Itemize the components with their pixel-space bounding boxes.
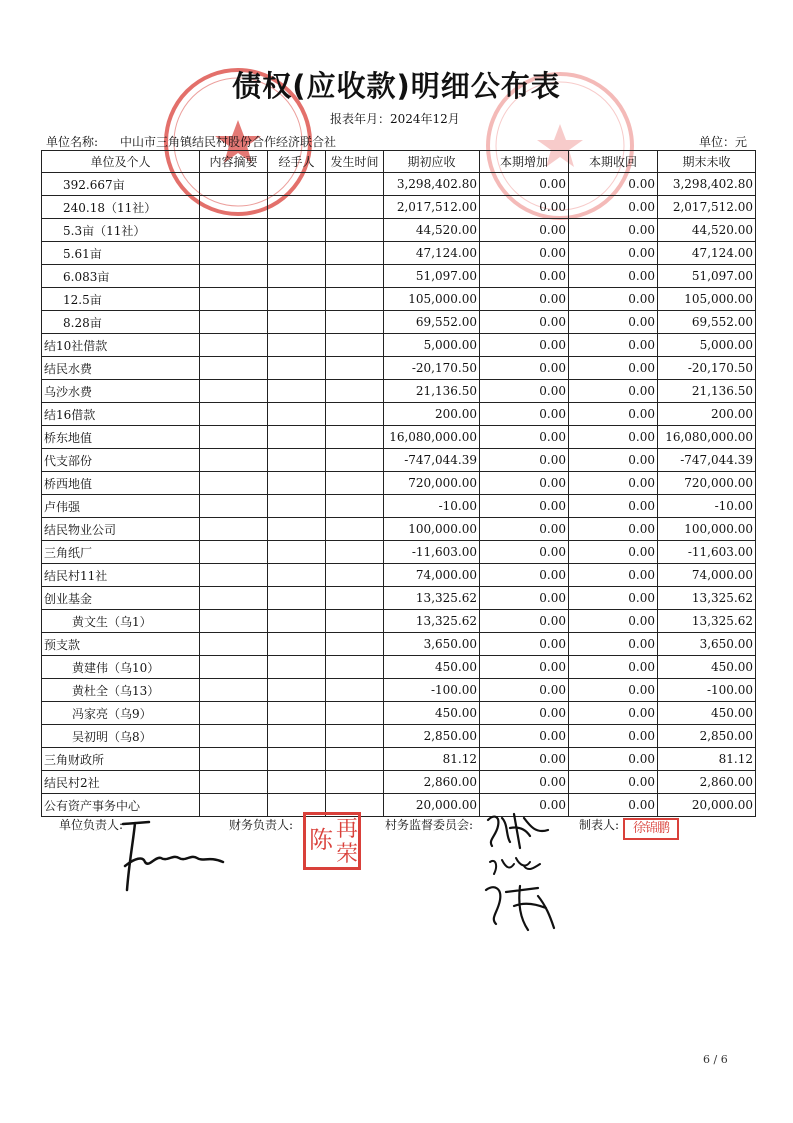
row-name: 结民村2社 xyxy=(42,771,200,794)
row-opening: 74,000.00 xyxy=(384,564,480,587)
row-handler xyxy=(268,610,326,633)
row-opening: 3,650.00 xyxy=(384,633,480,656)
table-row xyxy=(42,380,756,403)
row-opening: 450.00 xyxy=(384,656,480,679)
row-recovered: 0.00 xyxy=(569,242,658,265)
row-recovered: 0.00 xyxy=(569,380,658,403)
row-closing: -100.00 xyxy=(658,679,756,702)
row-date xyxy=(326,587,384,610)
header-summary: 内容摘要 xyxy=(200,151,268,173)
row-increase: 0.00 xyxy=(480,587,569,610)
row-name: 代支部份 xyxy=(42,449,200,472)
unit-head-signature xyxy=(105,818,235,898)
row-handler xyxy=(268,656,326,679)
table-row xyxy=(42,541,756,564)
row-recovered: 0.00 xyxy=(569,495,658,518)
row-name: 卢伟强 xyxy=(42,495,200,518)
row-handler xyxy=(268,265,326,288)
row-increase: 0.00 xyxy=(480,771,569,794)
table-header-row xyxy=(42,151,756,173)
row-recovered: 0.00 xyxy=(569,702,658,725)
row-summary xyxy=(200,403,268,426)
row-opening: -747,044.39 xyxy=(384,449,480,472)
row-opening: -11,603.00 xyxy=(384,541,480,564)
row-recovered: 0.00 xyxy=(569,587,658,610)
row-summary xyxy=(200,679,268,702)
row-closing: 3,298,402.80 xyxy=(658,173,756,196)
row-increase: 0.00 xyxy=(480,219,569,242)
row-name: 三角财政所 xyxy=(42,748,200,771)
row-recovered: 0.00 xyxy=(569,196,658,219)
row-handler xyxy=(268,518,326,541)
row-increase: 0.00 xyxy=(480,610,569,633)
table-row xyxy=(42,357,756,380)
table-row xyxy=(42,472,756,495)
table-row xyxy=(42,702,756,725)
row-date xyxy=(326,679,384,702)
row-opening: -100.00 xyxy=(384,679,480,702)
row-closing: 105,000.00 xyxy=(658,288,756,311)
row-opening: 51,097.00 xyxy=(384,265,480,288)
table-row xyxy=(42,173,756,196)
row-summary xyxy=(200,449,268,472)
row-recovered: 0.00 xyxy=(569,518,658,541)
row-name: 三角纸厂 xyxy=(42,541,200,564)
row-recovered: 0.00 xyxy=(569,771,658,794)
row-name: 冯家亮（乌9） xyxy=(42,702,200,725)
row-opening: 21,136.50 xyxy=(384,380,480,403)
row-increase: 0.00 xyxy=(480,288,569,311)
row-closing: 81.12 xyxy=(658,748,756,771)
preparer-label: 制表人: xyxy=(579,818,620,832)
row-increase: 0.00 xyxy=(480,242,569,265)
row-closing: 16,080,000.00 xyxy=(658,426,756,449)
row-handler xyxy=(268,403,326,426)
table-row xyxy=(42,196,756,219)
row-name: 392.667亩 xyxy=(42,173,200,196)
row-closing: -10.00 xyxy=(658,495,756,518)
row-recovered: 0.00 xyxy=(569,679,658,702)
table-row xyxy=(42,610,756,633)
row-recovered: 0.00 xyxy=(569,357,658,380)
row-date xyxy=(326,173,384,196)
row-increase: 0.00 xyxy=(480,380,569,403)
row-increase: 0.00 xyxy=(480,196,569,219)
row-handler xyxy=(268,702,326,725)
row-date xyxy=(326,564,384,587)
row-handler xyxy=(268,564,326,587)
table-row xyxy=(42,449,756,472)
row-date xyxy=(326,495,384,518)
row-increase: 0.00 xyxy=(480,426,569,449)
row-name: 结民村11社 xyxy=(42,564,200,587)
row-closing: 74,000.00 xyxy=(658,564,756,587)
row-increase: 0.00 xyxy=(480,495,569,518)
row-increase: 0.00 xyxy=(480,564,569,587)
row-closing: 20,000.00 xyxy=(658,794,756,817)
row-opening: 13,325.62 xyxy=(384,610,480,633)
row-summary xyxy=(200,587,268,610)
row-summary xyxy=(200,311,268,334)
table-row xyxy=(42,426,756,449)
row-handler xyxy=(268,334,326,357)
row-name: 乌沙水费 xyxy=(42,380,200,403)
finance-head-seal: 再 荣 陈 xyxy=(303,812,361,870)
header-opening: 期初应收 xyxy=(384,151,480,173)
page-title: 债权(应收款)明细公布表 xyxy=(232,69,561,103)
row-summary xyxy=(200,196,268,219)
row-handler xyxy=(268,426,326,449)
row-closing: 3,650.00 xyxy=(658,633,756,656)
supervisor-label: 村务监督委员会: xyxy=(385,818,474,832)
row-opening: 2,017,512.00 xyxy=(384,196,480,219)
row-name: 桥西地值 xyxy=(42,472,200,495)
row-increase: 0.00 xyxy=(480,725,569,748)
row-date xyxy=(326,610,384,633)
row-summary xyxy=(200,633,268,656)
row-summary xyxy=(200,288,268,311)
row-recovered: 0.00 xyxy=(569,633,658,656)
row-summary xyxy=(200,242,268,265)
row-date xyxy=(326,196,384,219)
row-name: 结民水费 xyxy=(42,357,200,380)
row-summary xyxy=(200,794,268,817)
row-opening: 20,000.00 xyxy=(384,794,480,817)
row-closing: 44,520.00 xyxy=(658,219,756,242)
unit-head-label: 单位负责人: xyxy=(59,818,124,832)
table-row xyxy=(42,311,756,334)
header-date: 发生时间 xyxy=(326,151,384,173)
row-opening: 47,124.00 xyxy=(384,242,480,265)
row-name: 创业基金 xyxy=(42,587,200,610)
row-name: 黄文生（乌1） xyxy=(42,610,200,633)
row-opening: 720,000.00 xyxy=(384,472,480,495)
row-summary xyxy=(200,564,268,587)
row-closing: -20,170.50 xyxy=(658,357,756,380)
row-name: 吴初明（乌8） xyxy=(42,725,200,748)
table-row xyxy=(42,242,756,265)
row-summary xyxy=(200,702,268,725)
header-recovered: 本期收回 xyxy=(569,151,658,173)
row-summary xyxy=(200,173,268,196)
row-date xyxy=(326,357,384,380)
row-recovered: 0.00 xyxy=(569,541,658,564)
receivables-table xyxy=(41,150,756,817)
row-date xyxy=(326,702,384,725)
row-handler xyxy=(268,380,326,403)
row-recovered: 0.00 xyxy=(569,426,658,449)
row-summary xyxy=(200,265,268,288)
row-handler xyxy=(268,725,326,748)
row-date xyxy=(326,403,384,426)
row-opening: 69,552.00 xyxy=(384,311,480,334)
row-name: 公有资产事务中心 xyxy=(42,794,200,817)
row-summary xyxy=(200,725,268,748)
row-opening: 81.12 xyxy=(384,748,480,771)
row-closing: 450.00 xyxy=(658,702,756,725)
header-entity: 单位及个人 xyxy=(42,151,200,173)
row-name: 结民物业公司 xyxy=(42,518,200,541)
row-summary xyxy=(200,610,268,633)
row-increase: 0.00 xyxy=(480,311,569,334)
table-row xyxy=(42,518,756,541)
row-date xyxy=(326,265,384,288)
row-increase: 0.00 xyxy=(480,334,569,357)
table-row xyxy=(42,587,756,610)
row-opening: -10.00 xyxy=(384,495,480,518)
row-recovered: 0.00 xyxy=(569,265,658,288)
table-row xyxy=(42,771,756,794)
row-handler xyxy=(268,449,326,472)
row-summary xyxy=(200,518,268,541)
row-summary xyxy=(200,219,268,242)
row-date xyxy=(326,518,384,541)
row-increase: 0.00 xyxy=(480,472,569,495)
row-name: 5.61亩 xyxy=(42,242,200,265)
row-opening: 5,000.00 xyxy=(384,334,480,357)
row-handler xyxy=(268,587,326,610)
table-row xyxy=(42,748,756,771)
row-increase: 0.00 xyxy=(480,748,569,771)
row-date xyxy=(326,334,384,357)
row-handler xyxy=(268,173,326,196)
row-opening: 2,860.00 xyxy=(384,771,480,794)
row-increase: 0.00 xyxy=(480,794,569,817)
row-opening: 200.00 xyxy=(384,403,480,426)
row-name: 结10社借款 xyxy=(42,334,200,357)
row-handler xyxy=(268,288,326,311)
row-summary xyxy=(200,656,268,679)
table-row xyxy=(42,679,756,702)
table-row xyxy=(42,219,756,242)
table-row xyxy=(42,564,756,587)
row-closing: 720,000.00 xyxy=(658,472,756,495)
row-date xyxy=(326,380,384,403)
row-closing: 69,552.00 xyxy=(658,311,756,334)
row-opening: 44,520.00 xyxy=(384,219,480,242)
row-closing: 51,097.00 xyxy=(658,265,756,288)
currency-unit: 单位：元 xyxy=(698,135,747,149)
row-summary xyxy=(200,748,268,771)
row-recovered: 0.00 xyxy=(569,449,658,472)
row-recovered: 0.00 xyxy=(569,748,658,771)
row-closing: 47,124.00 xyxy=(658,242,756,265)
row-recovered: 0.00 xyxy=(569,311,658,334)
row-closing: 2,860.00 xyxy=(658,771,756,794)
row-increase: 0.00 xyxy=(480,702,569,725)
row-closing: 450.00 xyxy=(658,656,756,679)
row-recovered: 0.00 xyxy=(569,610,658,633)
row-recovered: 0.00 xyxy=(569,564,658,587)
row-date xyxy=(326,725,384,748)
row-increase: 0.00 xyxy=(480,518,569,541)
row-name: 6.083亩 xyxy=(42,265,200,288)
preparer-seal: 徐锦鹏 xyxy=(623,818,679,840)
row-date xyxy=(326,288,384,311)
row-summary xyxy=(200,771,268,794)
table-row xyxy=(42,265,756,288)
table-row xyxy=(42,656,756,679)
row-name: 预支款 xyxy=(42,633,200,656)
finance-head-label: 财务负责人: xyxy=(229,818,294,832)
row-opening: -20,170.50 xyxy=(384,357,480,380)
row-opening: 450.00 xyxy=(384,702,480,725)
header-closing: 期末未收 xyxy=(658,151,756,173)
row-increase: 0.00 xyxy=(480,403,569,426)
row-increase: 0.00 xyxy=(480,633,569,656)
supervisor-signatures xyxy=(480,808,570,938)
row-name: 8.28亩 xyxy=(42,311,200,334)
row-handler xyxy=(268,242,326,265)
row-increase: 0.00 xyxy=(480,541,569,564)
row-handler xyxy=(268,472,326,495)
row-date xyxy=(326,311,384,334)
row-date xyxy=(326,219,384,242)
row-increase: 0.00 xyxy=(480,679,569,702)
row-closing: 2,850.00 xyxy=(658,725,756,748)
row-recovered: 0.00 xyxy=(569,725,658,748)
row-closing: 13,325.62 xyxy=(658,587,756,610)
row-handler xyxy=(268,219,326,242)
row-opening: 2,850.00 xyxy=(384,725,480,748)
row-date xyxy=(326,633,384,656)
header-handler: 经手人 xyxy=(268,151,326,173)
row-opening: 105,000.00 xyxy=(384,288,480,311)
table-row xyxy=(42,403,756,426)
row-opening: 16,080,000.00 xyxy=(384,426,480,449)
row-opening: 13,325.62 xyxy=(384,587,480,610)
row-handler xyxy=(268,495,326,518)
row-increase: 0.00 xyxy=(480,449,569,472)
row-summary xyxy=(200,472,268,495)
row-handler xyxy=(268,679,326,702)
row-recovered: 0.00 xyxy=(569,219,658,242)
row-closing: 5,000.00 xyxy=(658,334,756,357)
row-handler xyxy=(268,633,326,656)
row-handler xyxy=(268,311,326,334)
row-date xyxy=(326,771,384,794)
report-period: 报表年月：2024年12月 xyxy=(330,112,460,126)
row-increase: 0.00 xyxy=(480,265,569,288)
row-closing: 2,017,512.00 xyxy=(658,196,756,219)
row-handler xyxy=(268,541,326,564)
row-increase: 0.00 xyxy=(480,357,569,380)
row-summary xyxy=(200,357,268,380)
unit-name-value: 中山市三角镇结民村股份合作经济联合社 xyxy=(120,135,337,149)
row-summary xyxy=(200,334,268,357)
row-date xyxy=(326,472,384,495)
row-summary xyxy=(200,380,268,403)
table-row xyxy=(42,495,756,518)
table-row xyxy=(42,794,756,817)
row-opening: 3,298,402.80 xyxy=(384,173,480,196)
row-recovered: 0.00 xyxy=(569,173,658,196)
row-closing: 21,136.50 xyxy=(658,380,756,403)
row-recovered: 0.00 xyxy=(569,334,658,357)
row-increase: 0.00 xyxy=(480,173,569,196)
row-date xyxy=(326,449,384,472)
row-recovered: 0.00 xyxy=(569,472,658,495)
row-name: 240.18（11社） xyxy=(42,196,200,219)
row-handler xyxy=(268,357,326,380)
row-date xyxy=(326,426,384,449)
row-name: 黄杜全（乌13） xyxy=(42,679,200,702)
page-number: 6 / 6 xyxy=(703,1053,728,1066)
row-increase: 0.00 xyxy=(480,656,569,679)
unit-name-label: 单位名称: xyxy=(46,135,99,149)
row-recovered: 0.00 xyxy=(569,656,658,679)
row-name: 12.5亩 xyxy=(42,288,200,311)
table-row xyxy=(42,288,756,311)
row-recovered: 0.00 xyxy=(569,403,658,426)
row-handler xyxy=(268,196,326,219)
row-handler xyxy=(268,748,326,771)
row-date xyxy=(326,748,384,771)
unit-name xyxy=(46,133,336,150)
row-date xyxy=(326,656,384,679)
row-opening: 100,000.00 xyxy=(384,518,480,541)
row-recovered: 0.00 xyxy=(569,288,658,311)
table-row xyxy=(42,334,756,357)
row-summary xyxy=(200,541,268,564)
row-recovered: 0.00 xyxy=(569,794,658,817)
row-closing: 100,000.00 xyxy=(658,518,756,541)
table-row xyxy=(42,725,756,748)
row-handler xyxy=(268,771,326,794)
row-name: 5.3亩（11社） xyxy=(42,219,200,242)
row-name: 黄建伟（乌10） xyxy=(42,656,200,679)
row-closing: -11,603.00 xyxy=(658,541,756,564)
header-increase: 本期增加 xyxy=(480,151,569,173)
row-summary xyxy=(200,426,268,449)
row-name: 桥东地值 xyxy=(42,426,200,449)
row-name: 结16借款 xyxy=(42,403,200,426)
row-closing: 13,325.62 xyxy=(658,610,756,633)
row-date xyxy=(326,541,384,564)
row-closing: 200.00 xyxy=(658,403,756,426)
table-row xyxy=(42,633,756,656)
row-date xyxy=(326,242,384,265)
row-closing: -747,044.39 xyxy=(658,449,756,472)
row-summary xyxy=(200,495,268,518)
